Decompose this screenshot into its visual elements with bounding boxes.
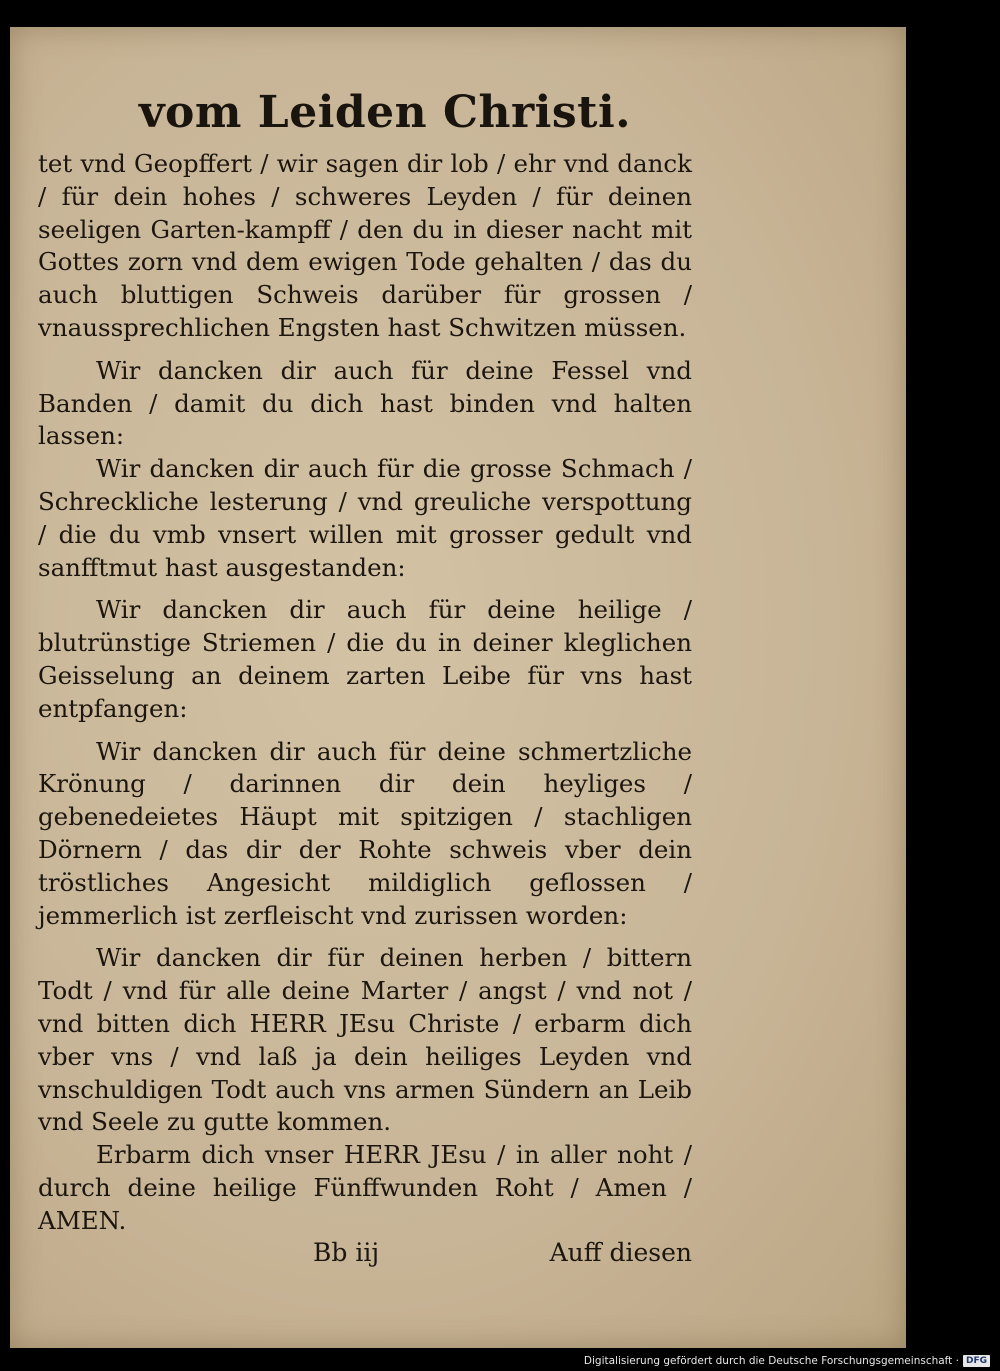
paragraph: Erbarm dich vnser HERR JEsu / in aller noht / durch deine heilige Fünffwunden Roht / Amen / AMEN. [38, 1140, 692, 1235]
paragraph: Wir dancken dir für deinen herben / bittern Todt / vnd für alle deine Marter / angst / vnd not / vnd bitten dich HERR JEsu Christe / erbarm dich vber vns / vnd laß ja dein heiliges Leyden vnd vnschuldigen Todt auch vns armen Sündern an Leib vnd Seele zu gutte kommen. [38, 943, 692, 1137]
body-text [38, 148, 692, 1238]
paragraph: Wir dancken dir auch für deine Fessel vnd Banden / damit du dich hast binden vnd halten lassen: [38, 355, 692, 451]
paragraph: Wir dancken dir auch für deine heilige / blutrünstige Striemen / die du in deiner kleglichen Geisselung an deinem zarten Leibe für vns hast entpfangen: [38, 595, 692, 723]
dfg-logo-icon: DFG [963, 1355, 990, 1367]
running-head: vom Leiden Christi. [138, 87, 632, 138]
paragraph: tet vnd Geopffert / wir sagen dir lob / ehr vnd danck / für dein hohes / schweres Leyden / für deinen seeligen Garten-kampff / den du in dieser nacht mit Gottes zorn vnd dem ewigen Tode gehalten / das du auch bluttigen Schweis darüber für grossen / vnaussprechlichen Engsten hast Schwitzen müssen. [38, 149, 692, 342]
paragraph: Wir dancken dir auch für die grosse Schmach / Schreckliche lesterung / vnd greuliche verspottung / die du vmb vnsert willen mit grosser gedult vnd sanfftmut hast ausgestanden: [38, 454, 692, 582]
signature-mark: Bb iij [313, 1237, 380, 1267]
page-content [38, 87, 692, 1274]
catchword: Auff diesen [549, 1237, 692, 1267]
book-page [10, 27, 906, 1348]
paragraph: Wir dancken dir auch für deine schmertzliche Krönung / darinnen dir dein heyliges / gebenedeietes Häupt mit spitzigen / stachligen Dörnern / das dir der Rohte schweis vber dein tröstliches Angesicht mildiglich geflossen / jemmerlich ist zerfleischt vnd zurissen worden: [38, 736, 692, 930]
digitization-credit [584, 1355, 990, 1367]
credit-text: Digitalisierung gefördert durch die Deutsche Forschungsgemeinschaft · [583, 1355, 959, 1367]
page-footer [38, 1238, 692, 1274]
